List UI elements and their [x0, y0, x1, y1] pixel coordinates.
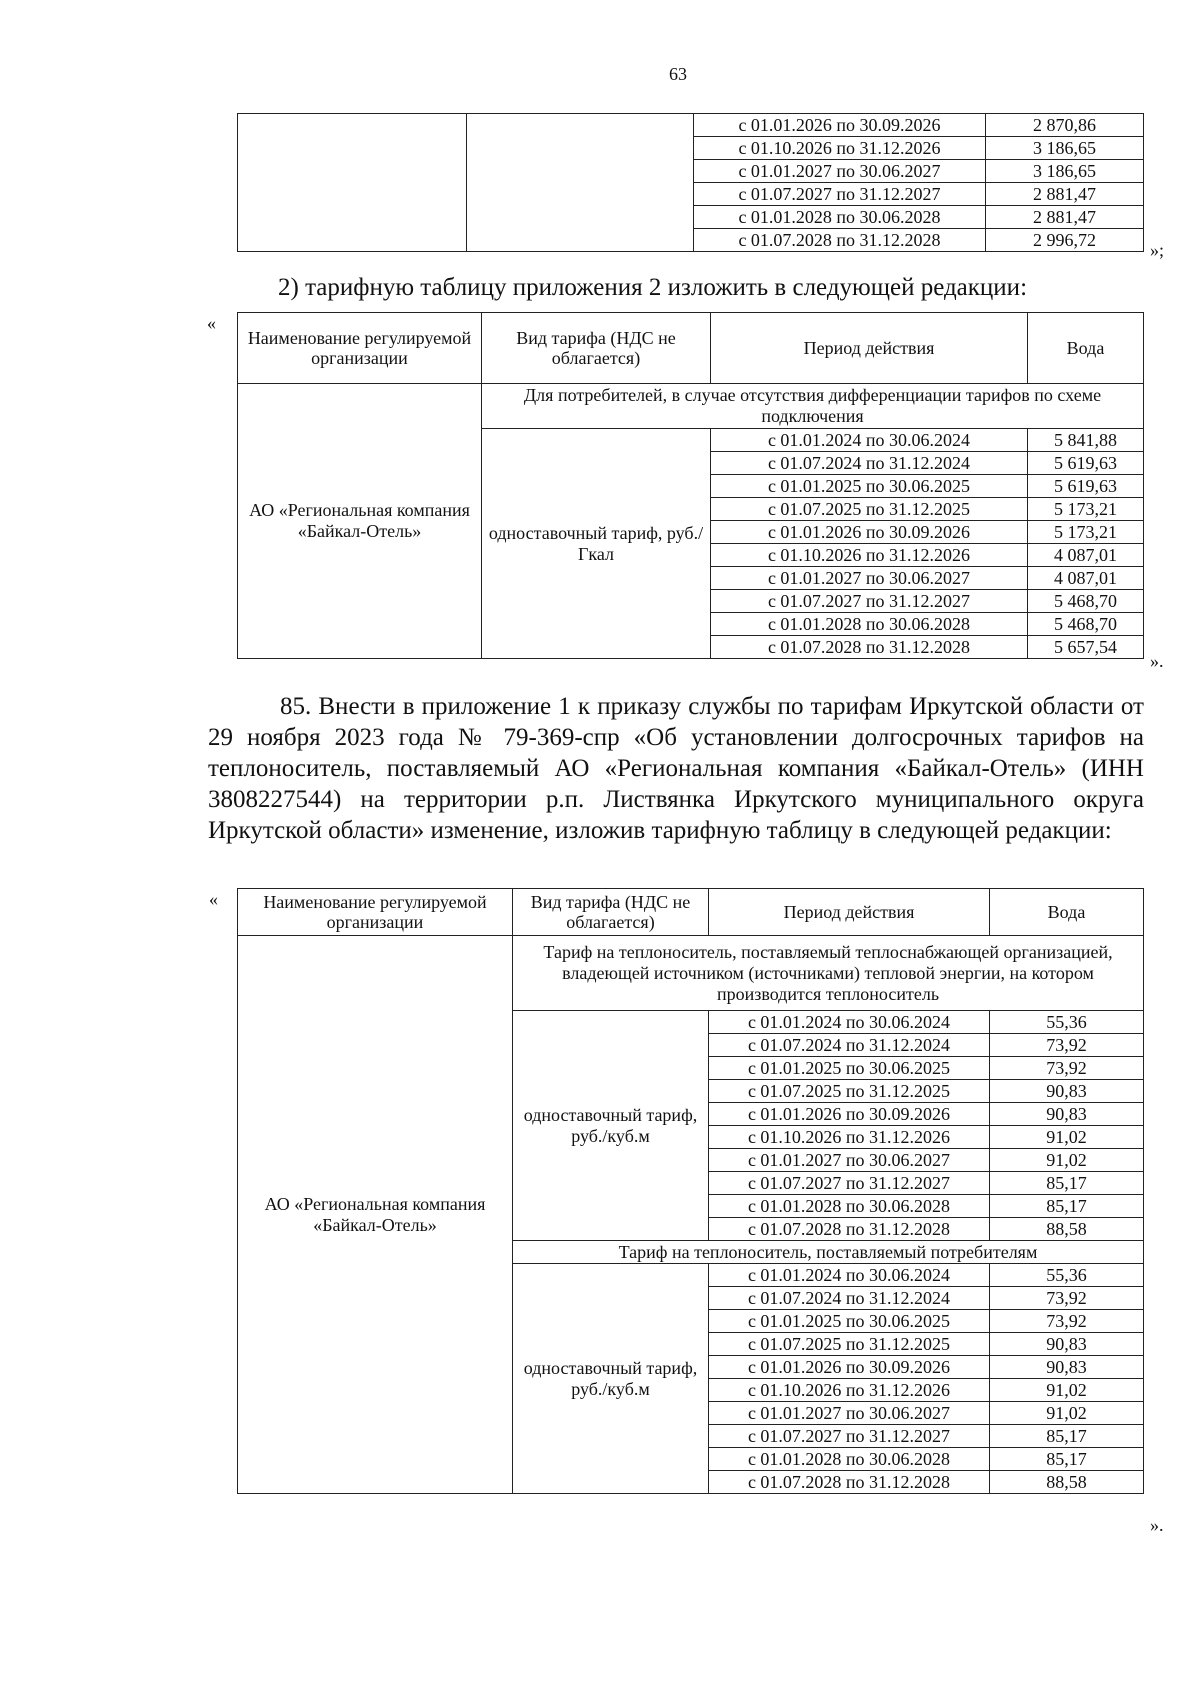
- top-empty-org: [238, 114, 467, 252]
- value-cell: 5 173,21: [1028, 521, 1144, 544]
- period-cell: с 01.10.2026 по 31.12.2026: [709, 1379, 990, 1402]
- t2-section: Для потребителей, в случае отсутствия дифференциации тарифов по схеме подключения: [482, 384, 1144, 429]
- value-cell: 2 870,86: [986, 114, 1144, 137]
- value-cell: 73,92: [990, 1310, 1144, 1333]
- value-cell: 90,83: [990, 1333, 1144, 1356]
- value-cell: 85,17: [990, 1172, 1144, 1195]
- table2-open-quote: «: [207, 313, 216, 333]
- t3-header-type: Вид тарифа (НДС не облагается): [513, 889, 709, 936]
- table2: [237, 312, 1144, 659]
- table3-open-quote: «: [209, 889, 218, 909]
- t2-header-period: Период действия: [711, 313, 1028, 384]
- period-cell: с 01.01.2026 по 30.09.2026: [709, 1356, 990, 1379]
- value-cell: 3 186,65: [986, 137, 1144, 160]
- t3-header-water: Вода: [990, 889, 1144, 936]
- period-cell: с 01.01.2024 по 30.06.2024: [711, 429, 1028, 452]
- heading-2: 2) тарифную таблицу приложения 2 изложить в следующей редакции:: [278, 274, 1028, 301]
- period-cell: с 01.01.2028 по 30.06.2028: [709, 1448, 990, 1471]
- value-cell: 73,92: [990, 1057, 1144, 1080]
- period-cell: с 01.01.2024 по 30.06.2024: [709, 1011, 990, 1034]
- period-cell: с 01.07.2025 по 31.12.2025: [711, 498, 1028, 521]
- value-cell: 91,02: [990, 1149, 1144, 1172]
- value-cell: 55,36: [990, 1264, 1144, 1287]
- value-cell: 2 881,47: [986, 206, 1144, 229]
- period-cell: с 01.01.2028 по 30.06.2028: [709, 1195, 990, 1218]
- period-cell: с 01.07.2028 по 31.12.2028: [709, 1218, 990, 1241]
- value-cell: 85,17: [990, 1425, 1144, 1448]
- period-cell: с 01.01.2027 по 30.06.2027: [694, 160, 986, 183]
- value-cell: 90,83: [990, 1080, 1144, 1103]
- period-cell: с 01.01.2025 по 30.06.2025: [711, 475, 1028, 498]
- top-table-close-quote: »;: [1150, 240, 1165, 260]
- top-table: [237, 113, 1144, 252]
- page-number: 63: [669, 64, 687, 84]
- value-cell: 4 087,01: [1028, 544, 1144, 567]
- period-cell: с 01.07.2024 по 31.12.2024: [709, 1034, 990, 1057]
- t3-header-org: Наименование регулируемой организации: [238, 889, 513, 936]
- period-cell: с 01.01.2027 по 30.06.2027: [711, 567, 1028, 590]
- period-cell: с 01.07.2024 по 31.12.2024: [709, 1287, 990, 1310]
- value-cell: 91,02: [990, 1126, 1144, 1149]
- period-cell: с 01.07.2024 по 31.12.2024: [711, 452, 1028, 475]
- table3: [237, 888, 1144, 1494]
- period-cell: с 01.07.2028 по 31.12.2028: [709, 1471, 990, 1494]
- value-cell: 3 186,65: [986, 160, 1144, 183]
- value-cell: 90,83: [990, 1356, 1144, 1379]
- period-cell: с 01.01.2026 по 30.09.2026: [709, 1103, 990, 1126]
- period-cell: с 01.01.2027 по 30.06.2027: [709, 1149, 990, 1172]
- value-cell: 2 881,47: [986, 183, 1144, 206]
- paragraph-85: 85. Внести в приложение 1 к приказу службы по тарифам Иркутской области от 29 ноября 2023 года № 79-369-спр «Об установлении долгосрочных тарифов на теплоноситель, поставляемый АО «Региональная компания «Байкал-Отель» (ИНН 3808227544) на территории р.п. Листвянка Иркутского муниципального округа Иркутской области» изменение, изложив тарифную таблицу в следующей редакции:: [208, 693, 1144, 844]
- value-cell: 73,92: [990, 1287, 1144, 1310]
- period-cell: с 01.01.2026 по 30.09.2026: [711, 521, 1028, 544]
- period-cell: с 01.10.2026 по 31.12.2026: [711, 544, 1028, 567]
- t2-header-type: Вид тарифа (НДС не облагается): [482, 313, 711, 384]
- value-cell: 5 841,88: [1028, 429, 1144, 452]
- t2-org: АО «Региональная компания «Байкал-Отель»: [238, 384, 482, 659]
- table3-close-quote: ».: [1150, 1515, 1164, 1535]
- t3-section-2: Тариф на теплоноситель, поставляемый потребителям: [513, 1241, 1144, 1264]
- period-cell: с 01.07.2028 по 31.12.2028: [711, 636, 1028, 659]
- value-cell: 88,58: [990, 1471, 1144, 1494]
- value-cell: 5 619,63: [1028, 475, 1144, 498]
- t3-tariff-type-1: одноставочный тариф, руб./куб.м: [513, 1011, 709, 1241]
- value-cell: 85,17: [990, 1448, 1144, 1471]
- value-cell: 88,58: [990, 1218, 1144, 1241]
- period-cell: с 01.07.2025 по 31.12.2025: [709, 1333, 990, 1356]
- table-row: [238, 936, 1144, 1011]
- period-cell: с 01.07.2028 по 31.12.2028: [694, 229, 986, 252]
- value-cell: 91,02: [990, 1379, 1144, 1402]
- value-cell: 2 996,72: [986, 229, 1144, 252]
- t3-org: АО «Региональная компания «Байкал-Отель»: [238, 936, 513, 1494]
- value-cell: 5 657,54: [1028, 636, 1144, 659]
- value-cell: 5 173,21: [1028, 498, 1144, 521]
- t2-header-org: Наименование регулируемой организации: [238, 313, 482, 384]
- period-cell: с 01.10.2026 по 31.12.2026: [709, 1126, 990, 1149]
- value-cell: 91,02: [990, 1402, 1144, 1425]
- period-cell: с 01.01.2025 по 30.06.2025: [709, 1310, 990, 1333]
- value-cell: 4 087,01: [1028, 567, 1144, 590]
- period-cell: с 01.07.2027 по 31.12.2027: [709, 1172, 990, 1195]
- t3-section-1: Тариф на теплоноситель, поставляемый теплоснабжающей организацией, владеющей источником (источниками) тепловой энергии, на котором производится теплоноситель: [513, 936, 1144, 1011]
- value-cell: 90,83: [990, 1103, 1144, 1126]
- period-cell: с 01.07.2027 по 31.12.2027: [711, 590, 1028, 613]
- value-cell: 5 468,70: [1028, 613, 1144, 636]
- period-cell: с 01.01.2028 по 30.06.2028: [711, 613, 1028, 636]
- period-cell: с 01.07.2027 по 31.12.2027: [709, 1425, 990, 1448]
- value-cell: 73,92: [990, 1034, 1144, 1057]
- period-cell: с 01.07.2025 по 31.12.2025: [709, 1080, 990, 1103]
- period-cell: с 01.10.2026 по 31.12.2026: [694, 137, 986, 160]
- t2-tariff-type: одноставочный тариф, руб./Гкал: [482, 429, 711, 659]
- period-cell: с 01.07.2027 по 31.12.2027: [694, 183, 986, 206]
- t3-tariff-type-2: одноставочный тариф, руб./куб.м: [513, 1264, 709, 1494]
- t2-header-water: Вода: [1028, 313, 1144, 384]
- value-cell: 5 619,63: [1028, 452, 1144, 475]
- table2-close-quote: ».: [1150, 651, 1164, 671]
- period-cell: с 01.01.2028 по 30.06.2028: [694, 206, 986, 229]
- value-cell: 55,36: [990, 1011, 1144, 1034]
- top-empty-type: [467, 114, 694, 252]
- period-cell: с 01.01.2025 по 30.06.2025: [709, 1057, 990, 1080]
- t3-header-period: Период действия: [709, 889, 990, 936]
- value-cell: 85,17: [990, 1195, 1144, 1218]
- period-cell: с 01.01.2024 по 30.06.2024: [709, 1264, 990, 1287]
- table-row: [238, 114, 1144, 137]
- period-cell: с 01.01.2026 по 30.09.2026: [694, 114, 986, 137]
- period-cell: с 01.01.2027 по 30.06.2027: [709, 1402, 990, 1425]
- value-cell: 5 468,70: [1028, 590, 1144, 613]
